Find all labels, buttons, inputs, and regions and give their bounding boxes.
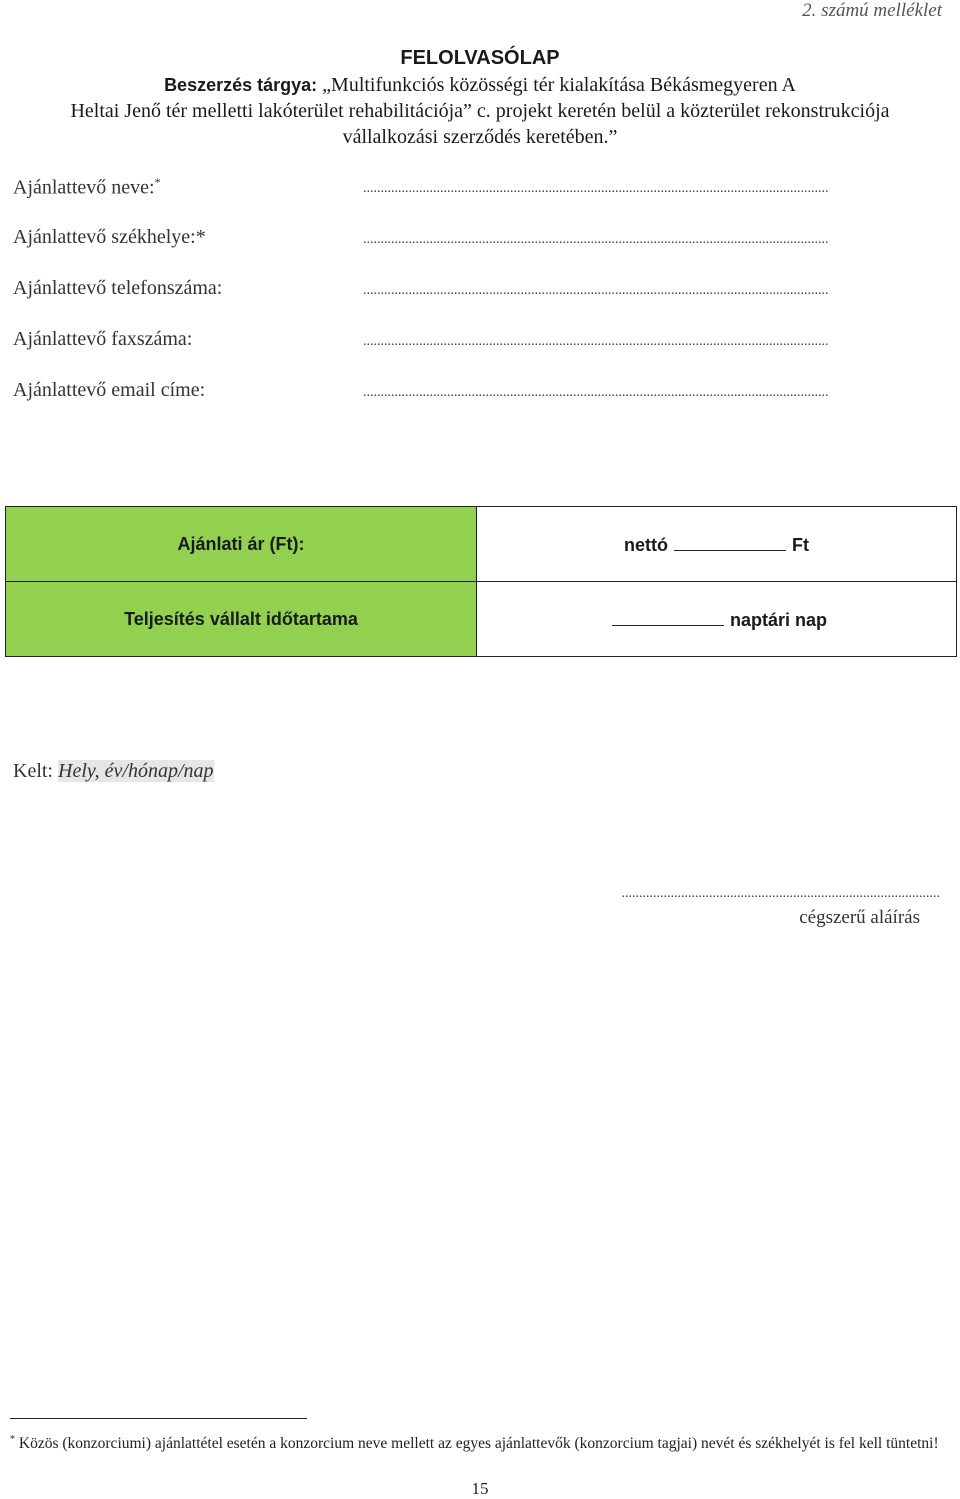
field-label-fax: Ajánlattevő faxszáma: xyxy=(13,328,193,350)
subject-line-3: vállalkozási szerződés keretében.” xyxy=(342,126,618,148)
footnote-text: Közös (konzorciumi) ajánlattétel esetén a konzorcium neve mellett az egyes ajánlattevők (konzorcium tagjai) nevét és székhelyét is fel kell tüntetni! xyxy=(15,1435,939,1453)
price-blank-field[interactable] xyxy=(674,532,786,551)
date-placeholder-field[interactable]: Hely, év/hónap/nap xyxy=(58,760,214,782)
bidder-fields xyxy=(13,175,943,430)
net-label: nettó xyxy=(624,535,668,555)
signature-field[interactable]: ........................................................................................... xyxy=(621,886,940,901)
field-label-email: Ajánlattevő email címe: xyxy=(13,379,206,401)
footnote-marker: * xyxy=(154,175,161,189)
field-email-input[interactable]: ..................................................................................................................................... xyxy=(363,385,829,400)
title-block xyxy=(0,45,960,150)
field-name-input[interactable]: ..................................................................................................................................... xyxy=(363,181,829,196)
duration-label-cell: Teljesítés vállalt időtartama xyxy=(6,582,477,657)
footnote xyxy=(10,1430,942,1454)
field-row-phone xyxy=(13,277,943,328)
field-phone-input[interactable]: ..................................................................................................................................... xyxy=(363,283,829,298)
field-label-phone: Ajánlattevő telefonszáma: xyxy=(13,277,223,299)
duration-blank-field[interactable] xyxy=(612,607,724,626)
field-fax-input[interactable]: ..................................................................................................................................... xyxy=(363,334,829,349)
field-row-name xyxy=(13,175,943,226)
field-row-fax xyxy=(13,328,943,379)
field-seat-input[interactable]: ..................................................................................................................................... xyxy=(363,232,829,247)
page-title: FELOLVASÓLAP xyxy=(400,47,560,69)
subject-label: Beszerzés tárgya: xyxy=(164,75,318,95)
field-row-email xyxy=(13,379,943,430)
duration-value-cell xyxy=(477,582,957,657)
footnote-divider xyxy=(10,1418,307,1419)
price-table xyxy=(5,506,957,657)
signature-block xyxy=(590,885,940,933)
date-line xyxy=(13,760,214,783)
currency-label: Ft xyxy=(792,535,809,555)
price-label-cell: Ajánlati ár (Ft): xyxy=(6,507,477,582)
footnote-marker-bottom: * xyxy=(10,1434,15,1445)
field-row-seat xyxy=(13,226,943,277)
subject-line-2: Heltai Jenő tér melletti lakóterület rehabilitációja” c. projekt keretén belül a közterület rekonstrukciója xyxy=(70,100,890,122)
page-number: 15 xyxy=(471,1479,489,1498)
date-label: Kelt: xyxy=(13,760,58,782)
annex-label: 2. számú melléklet xyxy=(802,0,942,21)
days-label: naptári nap xyxy=(729,610,827,630)
duration-row xyxy=(6,582,957,657)
field-label-name: Ajánlattevő neve:* xyxy=(13,175,161,199)
field-label-seat: Ajánlattevő székhelye:* xyxy=(13,226,206,248)
signature-label: cégszerű aláírás xyxy=(799,907,920,928)
subject-line-1 xyxy=(0,71,960,98)
price-value-cell xyxy=(477,507,957,582)
price-row xyxy=(6,507,957,582)
subject-text-1: „Multifunkciós közösségi tér kialakítása Békásmegyeren A xyxy=(317,74,796,96)
